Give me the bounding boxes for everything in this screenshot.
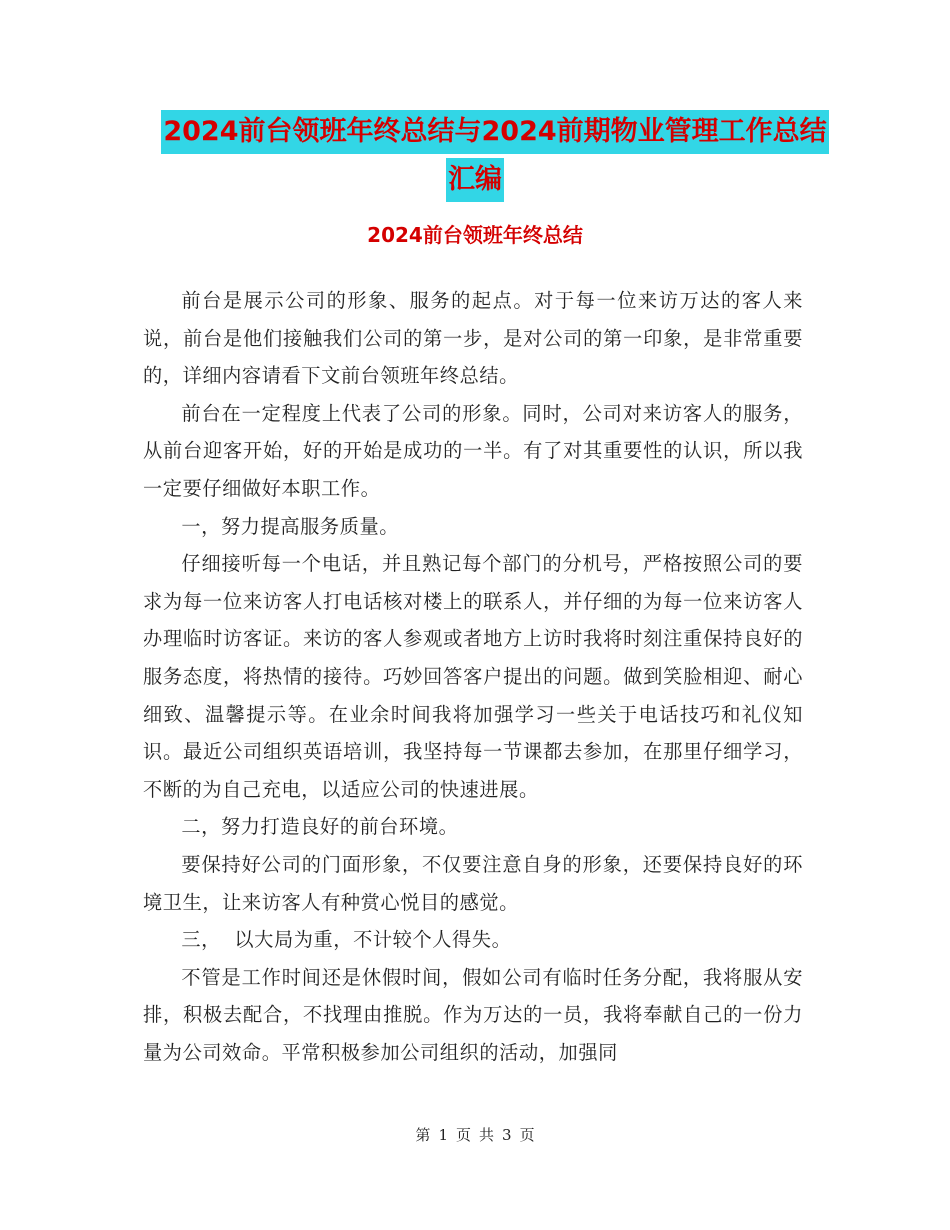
title-line-1: 2024前台领班年终总结与2024前期物业管理工作总结 (161, 110, 828, 154)
total-prefix: 共 (479, 1126, 495, 1144)
page-suffix: 页 (519, 1126, 535, 1144)
paragraph: 仔细接听每一个电话，并且熟记每个部门的分机号，严格按照公司的要求为每一位来访客人打电话核对楼上的联系人，并仔细的为每一位来访客人办理临时访客证。来访的客人参观或者地方上访时我将时刻注重保持良好的服务态度，将热情的接待。巧妙回答客户提出的问题。做到笑脸相迎、耐心细致、温馨提示等。在业余时间我将加强学习一些关于电话技巧和礼仪知识。最近公司组织英语培训，我坚持每一节课都去参加，在那里仔细学习，不断的为自己充电，以适应公司的快速进展。 (143, 552, 803, 801)
page-word: 页 (455, 1126, 471, 1144)
paragraph: 不管是工作时间还是休假时间，假如公司有临时任务分配，我将服从安排，积极去配合，不找理由推脱。作为万达的一员，我将奉献自己的一份力量为公司效命。平常积极参加公司组织的活动，加强同 (143, 965, 803, 1064)
title-line-2: 汇编 (446, 158, 504, 202)
page-footer (0, 1124, 950, 1146)
document-title (0, 110, 950, 206)
paragraph: 要保持好公司的门面形象，不仅要注意自身的形象，还要保持良好的环境卫生，让来访客人有种赏心悦目的感觉。 (143, 852, 803, 914)
document-body (143, 282, 803, 1071)
page-prefix: 第 (415, 1126, 431, 1144)
paragraph: 一，努力提高服务质量。 (181, 514, 400, 538)
page-total: 3 (502, 1126, 512, 1144)
paragraph: 前台是展示公司的形象、服务的起点。对于每一位来访万达的客人来说，前台是他们接触我们公司的第一步，是对公司的第一印象，是非常重要的，详细内容请看下文前台领班年终总结。 (143, 289, 803, 388)
page-number: 1 (438, 1126, 448, 1144)
paragraph: 前台在一定程度上代表了公司的形象。同时，公司对来访客人的服务，从前台迎客开始，好的开始是成功的一半。有了对其重要性的认识，所以我一定要仔细做好本职工作。 (143, 401, 803, 500)
paragraph: 二，努力打造良好的前台环境。 (181, 815, 459, 839)
section-heading: 2024前台领班年终总结 (367, 223, 583, 247)
paragraph: 三， 以大局为重，不计较个人得失。 (181, 928, 512, 952)
